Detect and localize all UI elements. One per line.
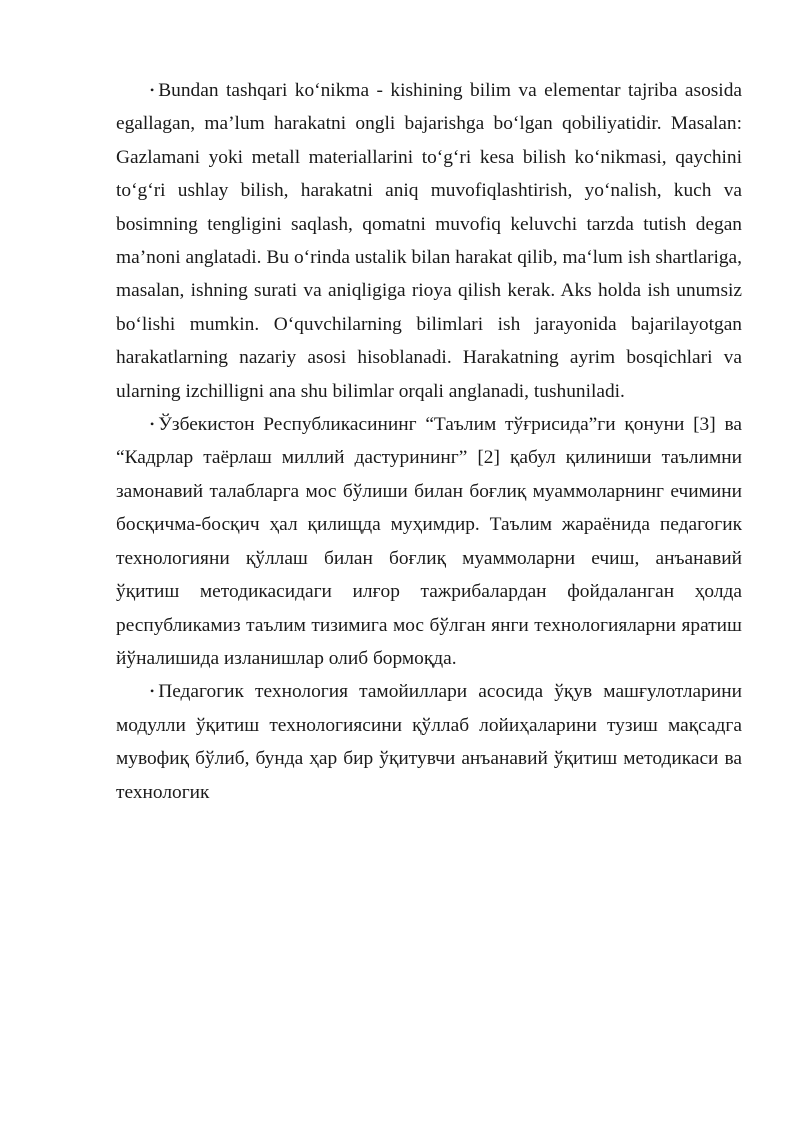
paragraph-pedagogical-technology: [116, 675, 742, 809]
paragraph-text: Bundan tashqari koʻnikma - kishining bilim va elementar tajriba asosida egallagan, maʼlum harakatni ongli bajarishga boʻlgan qobiliyatidir. Masalan: Gazlamani yoki metall materiallarini toʻgʻri kesa bilish koʻnikmasi, qaychini toʻgʻri ushlay bilish, harakatni aniq muvofiqlashtirish, yoʻnalish, kuch va bosimning tengligini saqlash, qomatni muvofiq keluvchi tarzda tutish degan maʼnoni anglatadi. Bu oʻrinda ustalik bilan harakat qilib, maʻlum ish shartlariga, masalan, ishning surati va aniqligiga rioya qilish kerak. Aks holda ish unumsiz boʻlishi mumkin. Oʻquvchilarning bilimlari ish jarayonida bajarilayotgan harakatlarning nazariy asosi hisoblanadi. Harakatning ayrim bosqichlari va ularning izchilligni ana shu bilimlar orqali anglanadi, tushuniladi.: [116, 80, 742, 402]
paragraph-text: Педагогик технология тамойиллари асосида ўқув машғулотларини модулли ўқитиш технологиясини қўллаб лойиҳаларини тузиш мақсадга мувофиқ бўлиб, бунда ҳар бир ўқитувчи анъанавий ўқитиш методикаси ва технологик: [116, 681, 742, 803]
paragraph-education-law: [116, 408, 742, 675]
paragraph-text: Ўзбекистон Республикасининг “Таълим тўғрисида”ги қонуни [3] ва “Кадрлар таёрлаш миллий дастурининг” [2] қабул қилиниши таълимни замонавий талабларга мос бўлиши билан боғлиқ муаммоларнинг ечимини босқичма-босқич ҳал қилищда муҳимдир. Таълим жараёнида педагогик технологияни қўллаш билан боғлиқ муаммоларни ечиш, анъанавий ўқитиш методикасидаги илғор тажрибалардан фойдаланган ҳолда республикамиз таълим тизимига мос бўлган янги технологияларни яратиш йўналишида изланишлар олиб бормоқда.: [116, 414, 742, 669]
bullet-icon: •: [150, 684, 155, 699]
bullet-icon: •: [150, 83, 155, 97]
document-page: [116, 74, 742, 809]
paragraph-skills: [116, 74, 742, 408]
bullet-icon: •: [150, 417, 155, 432]
